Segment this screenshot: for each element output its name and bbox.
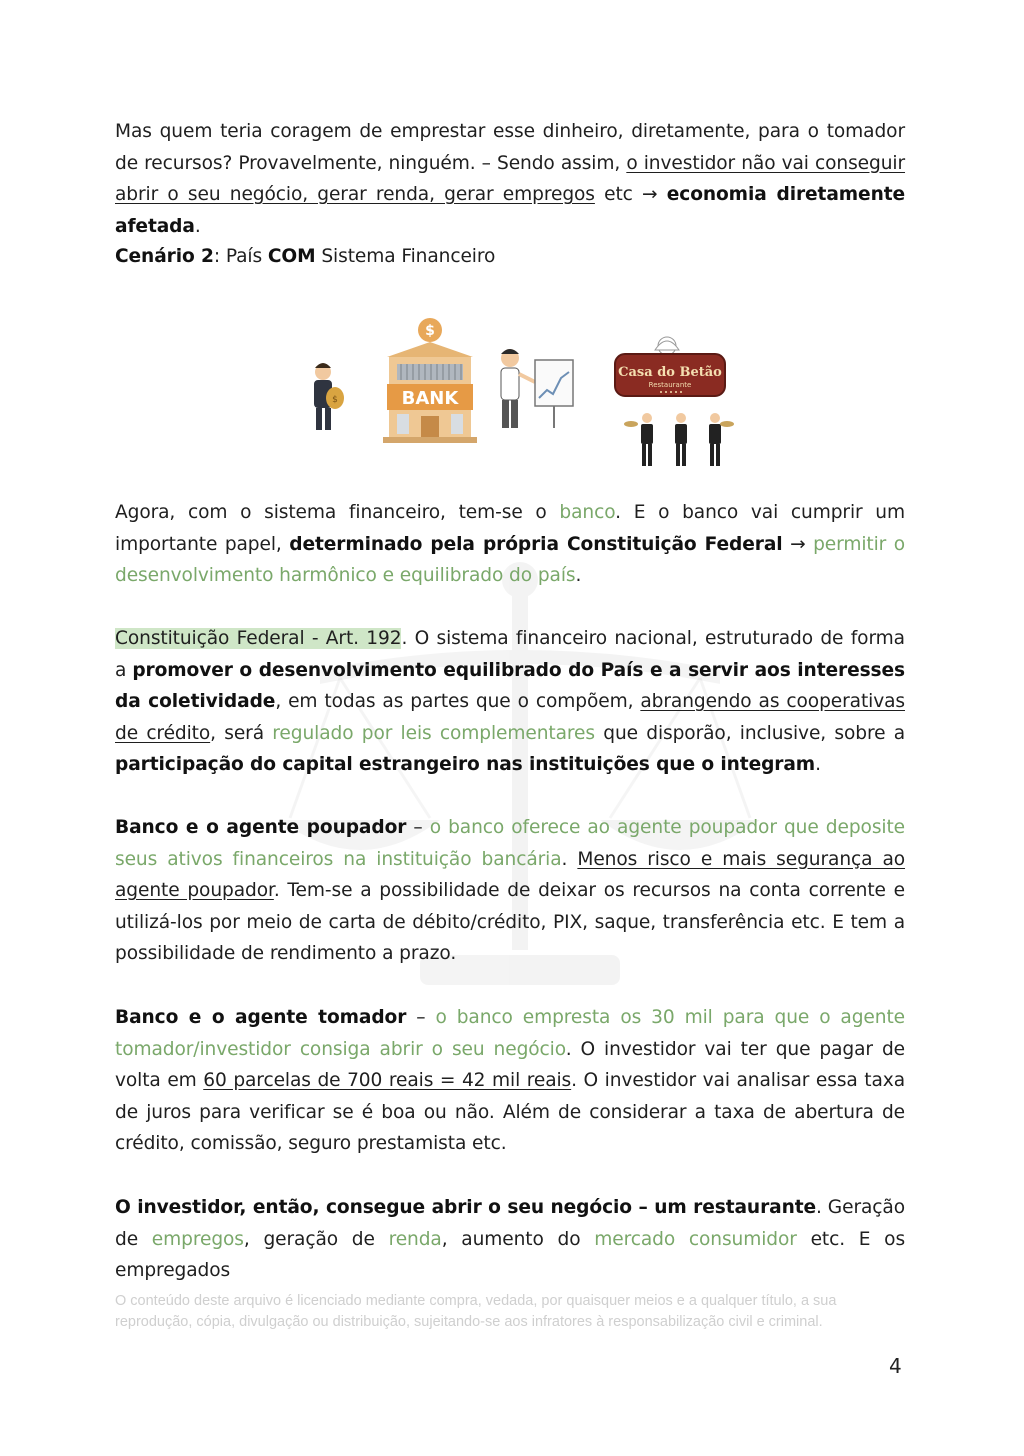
saver-text: . Tem-se a possibilidade de deixar os recursos na conta corrente e utilizá-los por meio de carta de débito/crédito, PIX, saque, transferência etc. E tem a possibilidade de rendimento a prazo. bbox=[115, 880, 906, 964]
saver-green: o banco oferece ao agente poupador que deposite seus ativos financeiros na instituição bancária bbox=[115, 817, 906, 870]
svg-text:$: $ bbox=[332, 395, 338, 405]
paragraph-intro bbox=[115, 116, 905, 242]
constitution-period: . bbox=[815, 754, 821, 775]
borrower-bold: Banco e o agente tomador bbox=[115, 1007, 407, 1028]
scenario-com: COM bbox=[267, 246, 316, 267]
restaurant-subtitle: Restaurante bbox=[648, 381, 692, 389]
restaurant-text-c: , aumento do bbox=[441, 1228, 595, 1250]
license-notice: O conteúdo deste arquivo é licenciado mediante compra, vedada, por quaisquer meios e a qualquer título, a sua reprodução, cópia, divulgação ou distribuição, sujeitando-se aos infratores à responsabilização civil e criminal. bbox=[115, 1293, 837, 1330]
constitution-bold-a: promover o desenvolvimento equilibrado do País e a servir aos interesses da coletividade bbox=[115, 659, 905, 712]
restaurant-renda: renda bbox=[388, 1228, 442, 1250]
restaurant-text-b: , geração de bbox=[243, 1228, 389, 1250]
bank-building bbox=[383, 318, 477, 443]
constitution-green: regulado por leis complementares bbox=[272, 722, 595, 744]
constitution-text-b: , em todas as partes que o compõem, bbox=[275, 691, 641, 712]
scenario-heading bbox=[115, 241, 905, 273]
intro-period: . bbox=[194, 215, 201, 237]
borrower-text-b: . O investidor vai analisar essa taxa de juros para verificar se é boa ou não. Além de considerar a taxa de abertura de crédito, comissão, seguro prestamista etc. bbox=[115, 1070, 905, 1154]
saver-dot: . bbox=[561, 848, 578, 870]
paragraph-bank-role bbox=[115, 497, 905, 592]
paragraph-constitution bbox=[115, 623, 905, 781]
saver-figure bbox=[314, 363, 344, 430]
borrower-dash: – bbox=[406, 1007, 436, 1028]
paragraph-borrower bbox=[115, 1002, 905, 1160]
page-number: 4 bbox=[889, 1354, 902, 1378]
restaurant-name: Casa do Betão bbox=[618, 365, 722, 380]
restaurant-text-a: . Geração de bbox=[115, 1197, 905, 1250]
scenario-rest: Sistema Financeiro bbox=[315, 246, 496, 267]
borrower-text-a: . O investidor vai ter que pagar de volta em bbox=[115, 1038, 905, 1091]
intro-text-b: etc → bbox=[594, 184, 667, 205]
constitution-text-a: . O sistema financeiro nacional, estruturado de forma a bbox=[115, 628, 905, 681]
scenario-label: Cenário 2 bbox=[115, 246, 214, 267]
scenario-sep: : País bbox=[213, 246, 268, 267]
intro-bold: economia diretamente afetada bbox=[115, 184, 906, 237]
restaurant-empregos: empregos bbox=[151, 1228, 244, 1250]
saver-bold: Banco e o agente poupador bbox=[115, 817, 407, 838]
bank-sign: BANK bbox=[401, 388, 459, 409]
paragraph-restaurant bbox=[115, 1192, 905, 1287]
financial-system-illustration bbox=[295, 312, 735, 482]
constitution-underlined: abrangendo as cooperativas de crédito bbox=[115, 691, 905, 744]
constitution-bold-b: participação do capital estrangeiro nas instituições que o integram bbox=[115, 754, 816, 775]
bank-role-banco: banco bbox=[559, 502, 616, 523]
investor-presenter bbox=[501, 349, 573, 428]
bank-role-green: permitir o desenvolvimento harmônico e equilibrado do país bbox=[115, 533, 906, 586]
bank-role-text-a: Agora, com o sistema financeiro, tem-se o bbox=[115, 502, 560, 523]
constitution-text-c: , será bbox=[210, 722, 273, 744]
intro-underlined: o investidor não vai conseguir abrir o seu negócio, gerar renda, gerar empregos bbox=[115, 152, 906, 205]
bank-dollar-icon: $ bbox=[425, 323, 435, 339]
paragraph-saver bbox=[115, 812, 905, 970]
saver-dash: – bbox=[406, 817, 430, 838]
intro-text-a: Mas quem teria coragem de emprestar esse dinheiro, diretamente, para o tomador de recursos? Provavelmente, ninguém. – Sendo assim, bbox=[115, 121, 905, 174]
bank-role-text-b: . E o banco vai cumprir um importante papel, bbox=[115, 502, 905, 555]
bank-role-period: . bbox=[575, 565, 582, 586]
bank-role-arrow: → bbox=[782, 533, 814, 555]
restaurant-bold: O investidor, então, consegue abrir o seu negócio – um restaurante bbox=[115, 1197, 817, 1218]
constitution-text-d: que disporão, inclusive, sobre a bbox=[594, 722, 905, 744]
restaurant-scene bbox=[615, 337, 734, 466]
bank-role-bold: determinado pela própria Constituição Federal bbox=[289, 533, 783, 555]
borrower-green: o banco empresta os 30 mil para que o agente tomador/investidor consiga abrir o seu negócio bbox=[115, 1007, 905, 1060]
saver-underlined: Menos risco e mais segurança ao agente poupador bbox=[115, 848, 906, 901]
borrower-underlined: 60 parcelas de 700 reais = 42 mil reais bbox=[203, 1070, 572, 1091]
constitution-highlight: Constituição Federal - Art. 192 bbox=[115, 628, 402, 649]
restaurant-mercado: mercado consumidor bbox=[594, 1228, 797, 1250]
restaurant-text-d: etc. E os empregados bbox=[115, 1228, 906, 1281]
